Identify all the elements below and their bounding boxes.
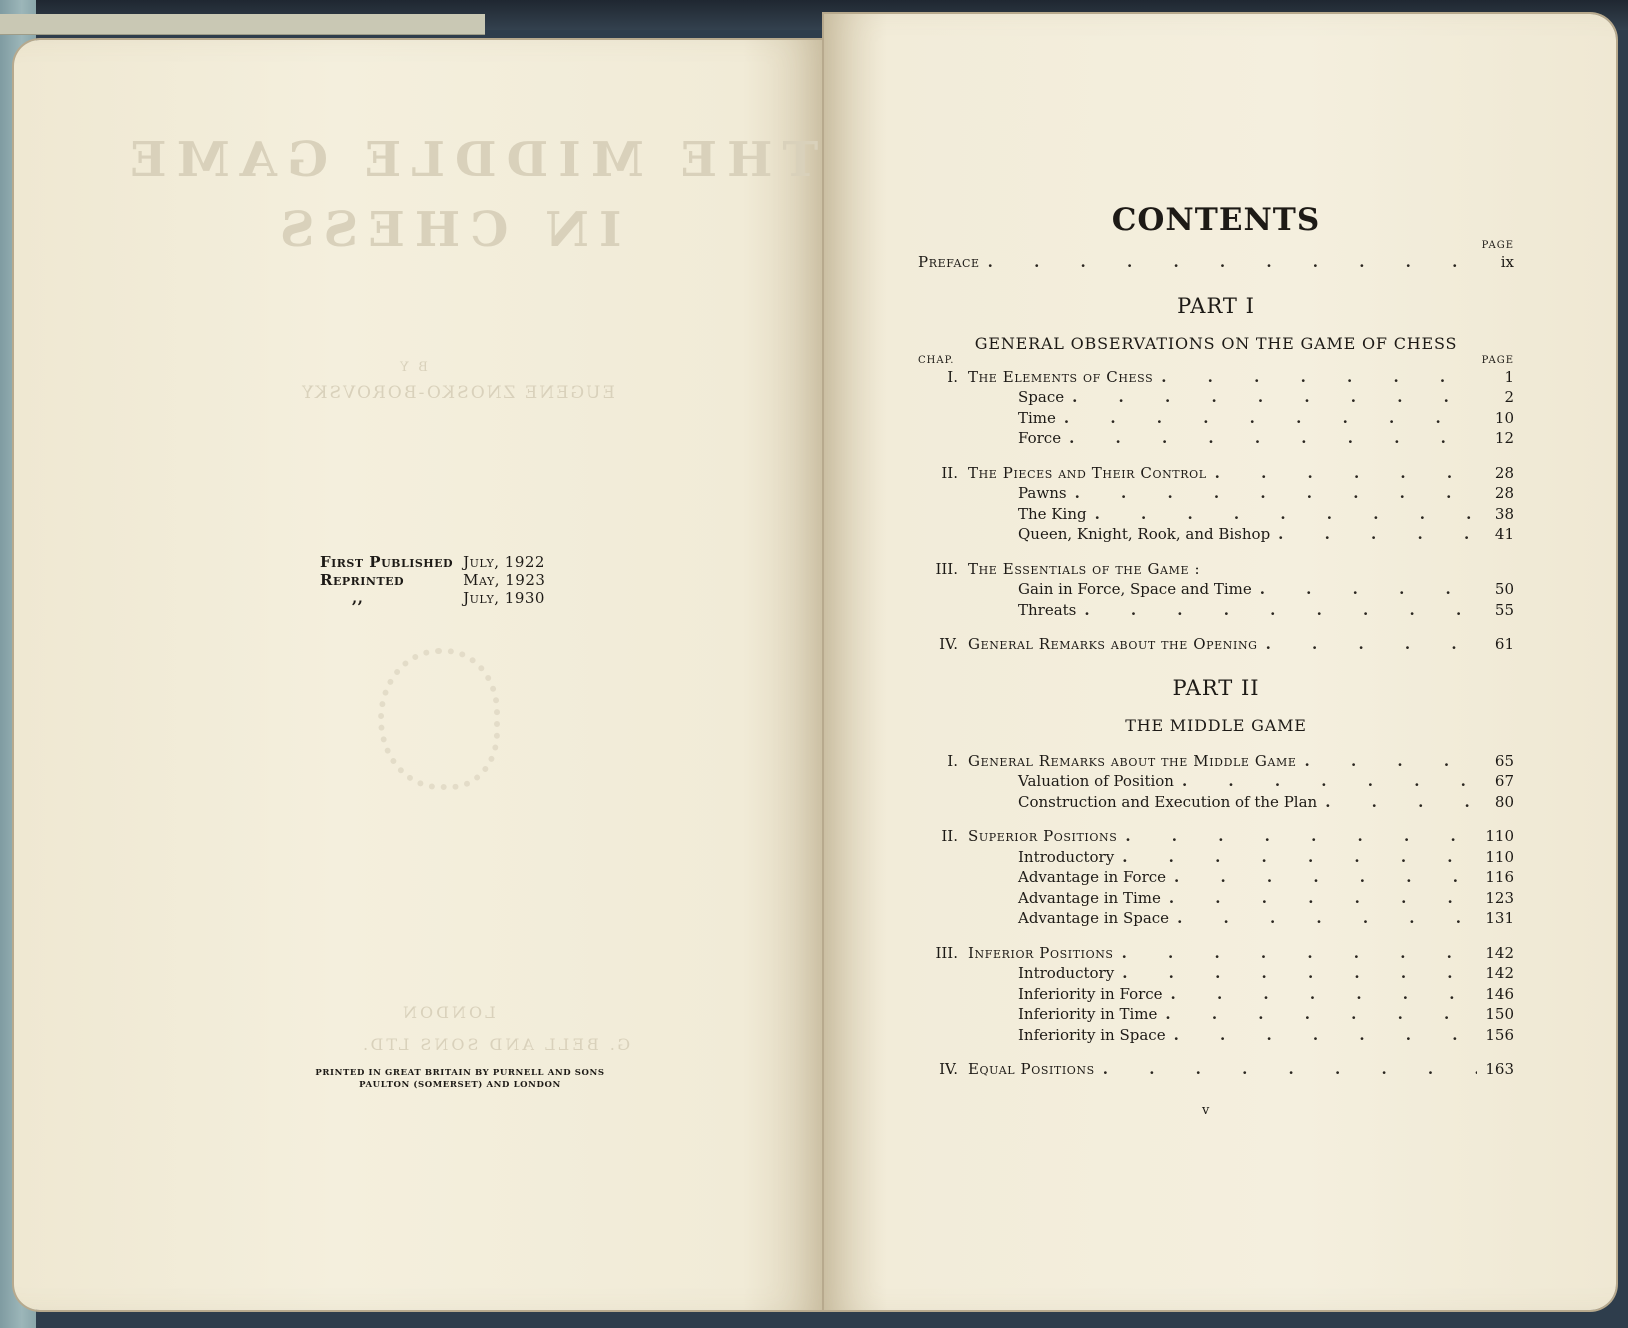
leader-dots <box>1177 908 1477 929</box>
toc-chapter-entry[interactable] <box>918 463 1514 484</box>
toc-section-entry[interactable] <box>918 771 1514 792</box>
show-through-publisher-line1: LONDON <box>400 1003 496 1022</box>
toc-section-entry[interactable] <box>918 387 1514 408</box>
leader-dots <box>1325 792 1480 813</box>
section-title: Pawns <box>1018 484 1067 502</box>
chapter-title: Inferior Positions <box>968 943 1114 962</box>
toc-page-number: 50 <box>1494 580 1514 598</box>
printer-line1: PRINTED IN GREAT BRITAIN BY PURNELL AND SONS <box>315 1068 605 1078</box>
toc-page-number: 61 <box>1494 635 1514 653</box>
section-title: Valuation of Position <box>1018 772 1174 790</box>
toc-page-number: 146 <box>1485 984 1514 1003</box>
toc-page-number: 10 <box>1494 408 1514 427</box>
imprint-row <box>320 553 555 571</box>
toc-section-entry[interactable] <box>918 908 1514 929</box>
leader-dots <box>1095 504 1480 525</box>
section-title: Introductory <box>1018 847 1115 866</box>
page-folio: v <box>1202 1103 1210 1118</box>
chapter-title: Equal Positions <box>968 1060 1095 1078</box>
toc-chapter-entry[interactable] <box>918 367 1514 388</box>
leader-dots <box>1215 463 1480 484</box>
leader-dots <box>1260 579 1480 600</box>
imprint-row <box>320 571 555 589</box>
toc-page-number: 2 <box>1504 388 1514 406</box>
chapter-number: I. <box>947 367 958 386</box>
toc-page-number: 116 <box>1485 868 1514 886</box>
chapter-title: General Remarks about the Opening <box>968 635 1258 653</box>
part-subtitle: THE MIDDLE GAME <box>1125 715 1307 735</box>
toc-section-entry[interactable] <box>918 1025 1514 1046</box>
toc-section-entry[interactable] <box>918 600 1514 621</box>
toc-page-number: 150 <box>1485 1005 1514 1023</box>
column-headers <box>918 355 1514 367</box>
imprint-date: July, 1930 <box>463 589 545 607</box>
toc-section-entry[interactable] <box>918 524 1514 545</box>
section-title: Threats <box>1018 600 1077 619</box>
toc-page-number: 142 <box>1485 943 1514 962</box>
toc-page-number: 131 <box>1485 909 1514 927</box>
show-through-title-line2: IN CHESS <box>270 202 622 258</box>
publication-imprint <box>320 553 555 607</box>
show-through-author: EUGENE ZNOSKO-BOROVSKY <box>300 383 615 403</box>
toc-section-entry[interactable] <box>918 792 1514 813</box>
leader-dots <box>1174 1025 1478 1046</box>
leader-dots <box>1125 826 1477 847</box>
leader-dots <box>1122 943 1478 964</box>
toc-chapter-entry[interactable] <box>918 943 1514 964</box>
toc-page-number: 142 <box>1485 964 1514 982</box>
chapter-number: IV. <box>939 635 958 653</box>
toc-section-entry[interactable] <box>918 504 1514 525</box>
toc-section-entry[interactable] <box>918 867 1514 888</box>
toc-page-number: 67 <box>1494 772 1514 790</box>
show-through-title-line1: THE MIDDLE GAME <box>120 132 819 188</box>
toc-page-number: 156 <box>1485 1025 1514 1044</box>
toc-chapter-entry[interactable] <box>918 559 1514 580</box>
section-title: Inferiority in Force <box>1018 984 1163 1003</box>
leader-dots <box>1169 888 1478 909</box>
leader-dots <box>1084 600 1480 621</box>
chapter-number: III. <box>935 943 958 962</box>
chapter-title: The Pieces and Their Control <box>968 463 1207 482</box>
toc-page-number: 28 <box>1494 463 1514 482</box>
section-title: Advantage in Time <box>1018 888 1161 907</box>
section-title: Construction and Execution of the Plan <box>1018 792 1318 811</box>
show-through-emblem <box>378 648 500 790</box>
leader-dots <box>1182 771 1480 792</box>
toc-chapter-entry[interactable] <box>918 826 1514 847</box>
leader-dots <box>1103 1059 1478 1080</box>
toc-chapter-entry[interactable] <box>918 751 1514 772</box>
chapter-title: Superior Positions <box>968 827 1118 845</box>
section-title: Force <box>1018 429 1062 447</box>
leader-dots <box>1072 387 1480 408</box>
imprint-date: July, 1922 <box>463 553 545 571</box>
printer-line2: PAULTON (SOMERSET) AND LONDON <box>359 1080 561 1090</box>
toc-page-number: 163 <box>1485 1060 1514 1078</box>
toc-page-number: 110 <box>1485 847 1514 866</box>
contents-title: CONTENTS <box>1111 202 1321 238</box>
leader-dots <box>1165 1004 1477 1025</box>
toc-section-entry[interactable] <box>918 847 1514 868</box>
underlying-book-edge <box>0 14 485 35</box>
leader-dots <box>1122 963 1477 984</box>
leader-dots <box>1161 367 1480 388</box>
toc-chapter-entry[interactable] <box>918 634 1514 655</box>
part1-chapter-list <box>918 367 1514 655</box>
leader-dots <box>1064 408 1480 429</box>
toc-page-number: 110 <box>1485 827 1514 845</box>
imprint-date: May, 1923 <box>463 571 546 589</box>
toc-section-entry[interactable] <box>918 984 1514 1005</box>
imprint-label: Reprinted <box>320 571 405 589</box>
chapter-title: General Remarks about the Middle Game <box>968 751 1297 770</box>
toc-entry-label: Preface <box>918 253 980 271</box>
toc-page-number: 123 <box>1485 888 1514 907</box>
toc-entry-preface[interactable] <box>918 252 1514 273</box>
chapter-number: II. <box>941 463 958 482</box>
leader-dots <box>1278 524 1480 545</box>
imprint-row <box>320 589 555 607</box>
part-heading: PART I <box>1177 293 1255 318</box>
chapter-title: The Essentials of the Game : <box>968 559 1201 578</box>
section-title: Advantage in Space <box>1018 909 1170 927</box>
part-heading: PART II <box>1172 675 1260 700</box>
section-title: Introductory <box>1018 964 1115 982</box>
part-subtitle: GENERAL OBSERVATIONS ON THE GAME OF CHESS <box>974 333 1458 353</box>
chap-column-header: CHAP. <box>918 354 955 366</box>
toc-page-number: 55 <box>1494 600 1514 619</box>
toc-page-number: ix <box>1500 253 1514 271</box>
toc-page-number: 12 <box>1494 429 1514 447</box>
leader-dots <box>1075 483 1480 504</box>
leader-dots <box>1174 867 1477 888</box>
section-title: Inferiority in Time <box>1018 1005 1158 1023</box>
toc-page-number: 1 <box>1504 367 1514 386</box>
leader-dots <box>1069 428 1480 449</box>
section-title: The King <box>1018 504 1087 523</box>
toc-section-entry[interactable] <box>918 963 1514 984</box>
toc-section-entry[interactable] <box>918 1004 1514 1025</box>
section-title: Queen, Knight, Rook, and Bishop <box>1018 525 1271 543</box>
show-through-by: BY <box>390 360 428 375</box>
toc-page-number: 80 <box>1494 792 1514 811</box>
chapter-number: I. <box>947 751 958 770</box>
chapter-number: IV. <box>939 1060 958 1078</box>
leader-dots <box>1122 847 1477 868</box>
chapter-title: The Elements of Chess <box>968 367 1154 386</box>
toc-page-number: 41 <box>1494 525 1514 543</box>
toc-chapter-entry[interactable] <box>918 1059 1514 1080</box>
section-title: Advantage in Force <box>1018 868 1167 886</box>
leader-dots <box>1266 634 1480 655</box>
chapter-number: II. <box>941 827 958 845</box>
toc-page-number: 38 <box>1494 504 1514 523</box>
chapter-number: III. <box>935 559 958 578</box>
leader-dots <box>988 252 1480 273</box>
toc-section-entry[interactable] <box>918 888 1514 909</box>
page-column-header: PAGE <box>1481 240 1514 251</box>
imprint-label: First Published <box>320 553 454 571</box>
imprint-label: ,, <box>352 589 364 607</box>
toc-page-number: 28 <box>1494 484 1514 502</box>
toc-section-entry[interactable] <box>918 579 1514 600</box>
page-column-header: PAGE <box>1481 354 1514 366</box>
section-title: Inferiority in Space <box>1018 1025 1166 1044</box>
toc-section-entry[interactable] <box>918 428 1514 449</box>
section-title: Time <box>1018 408 1056 427</box>
section-title: Space <box>1018 388 1065 406</box>
table-of-contents <box>918 200 1514 1080</box>
toc-section-entry[interactable] <box>918 408 1514 429</box>
toc-section-entry[interactable] <box>918 483 1514 504</box>
leader-dots <box>1171 984 1478 1005</box>
printer-colophon <box>290 1067 630 1091</box>
toc-page-number: 65 <box>1494 751 1514 770</box>
show-through-publisher-line2: G. BELL AND SONS LTD. <box>360 1035 631 1054</box>
section-title: Gain in Force, Space and Time <box>1018 580 1252 598</box>
part2-chapter-list <box>918 751 1514 1080</box>
leader-dots <box>1305 751 1480 772</box>
